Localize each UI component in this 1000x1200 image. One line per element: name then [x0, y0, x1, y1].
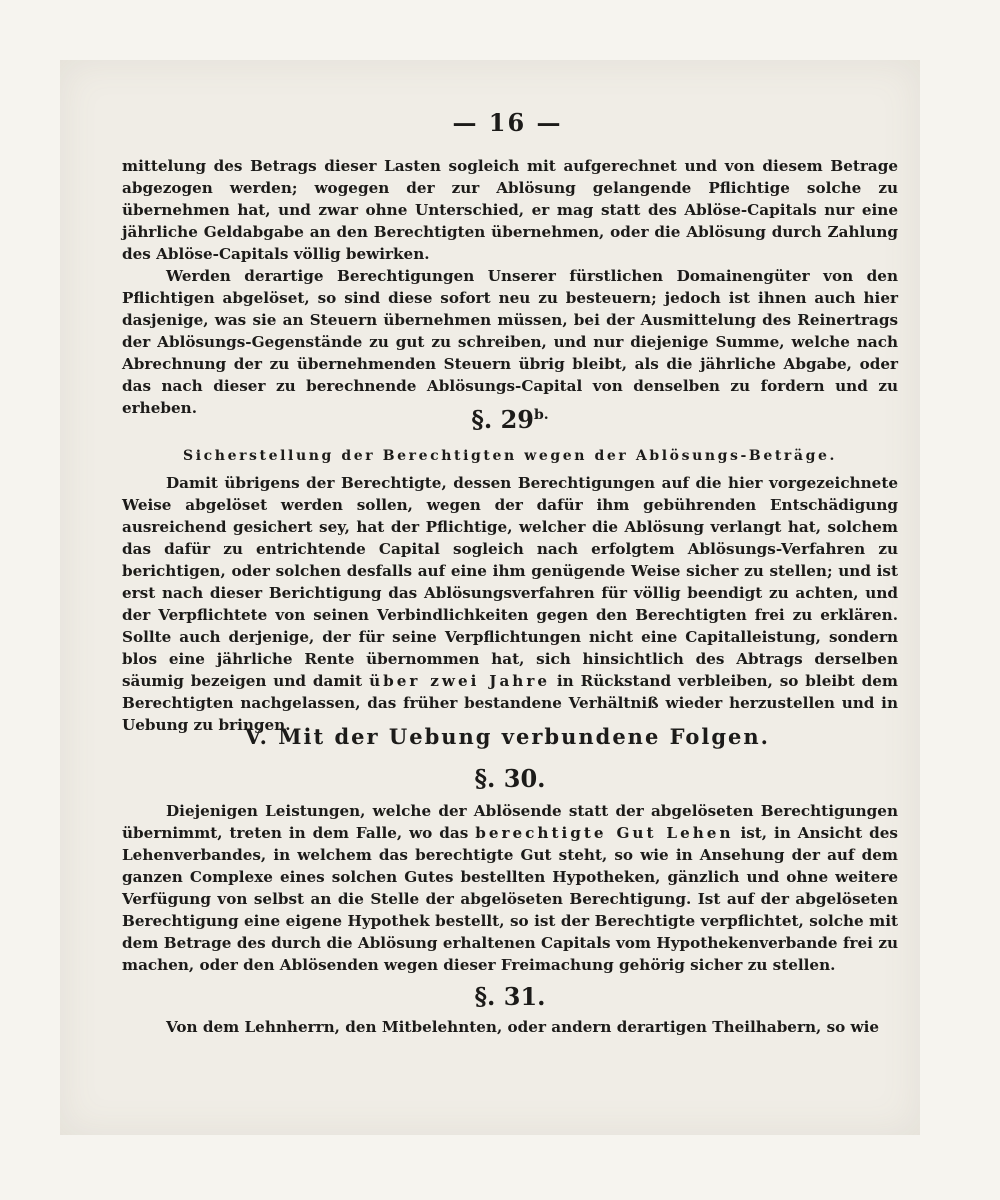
page-number: — 16 — — [452, 108, 563, 137]
spaced-text: berechtigte Gut Lehen — [475, 824, 734, 842]
section-subtitle: Sicherstellung der Berechtigten wegen der Ablösungs-Beträge. — [183, 448, 837, 464]
paragraph — [122, 800, 898, 976]
section-superscript: b. — [534, 407, 549, 423]
text-run: ist, in Ansicht des Lehenverbandes, in welchem das berechtigte Gut steht, so wie in Ansehung der auf dem ganzen Complexe eines solchen Gutes bestellten Hypotheken, gänzlich und ohne weitere Verfügung von selbst an die Stelle der abgelöseten Berechtigung. Ist auf der abgelöseten Berechtigung eine eigene Hypothek bestellt, so ist der Berechtigte verpflichtet, solche mit dem Betrage des durch die Ablösung erhaltenen Capitals vom Hypothekenverbande frei zu machen, oder den Ablösenden wegen dieser Freimachung gehörig sicher zu stellen. — [122, 824, 898, 974]
section-number: §. 29 — [471, 405, 534, 434]
spaced-text: über zwei Jahre — [369, 672, 551, 690]
text-block-30 — [122, 800, 898, 976]
paragraph: Werden derartige Berechtigungen Unserer fürstlichen Domainengüter von den Pflichtigen abgelöset, so sind diese sofort neu zu besteuern; jedoch ist ihnen auch hier dasjenige, was sie an Steuern übernehmen müssen, bei der Ausmittelung des Reinertrags der Ablösungs-Gegenstände zu gut zu schreiben, und nur diejenige Summe, welche nach Abrechnung der zu übernehmenden Steuern übrig bleibt, als die jährliche Abgabe, oder das nach dieser zu berechnende Ablösungs-Capital von denselben zu fordern und zu erheben. — [122, 267, 898, 417]
section-heading-30: §. 30. — [474, 764, 546, 793]
chapter-title: V. Mit der Uebung verbundene Folgen. — [245, 724, 770, 749]
paragraph: Von dem Lehnherrn, den Mitbelehnten, oder andern derartigen Theilhabern, so wie — [166, 1018, 880, 1036]
section-heading-31: §. 31. — [474, 982, 546, 1011]
paragraph: mittelung des Betrags dieser Lasten sogleich mit aufgerechnet und von diesem Betrage abgezogen werden; wogegen der zur Ablösung gelangende Pflichtige solche zu übernehmen hat, und zwar ohne Unterschied, er mag statt des Ablöse-Capitals nur eine jährliche Geldabgabe an den Berechtigten übernehmen, oder die Ablösung durch Zahlung des Ablöse-Capitals völlig bewirken. — [122, 157, 898, 263]
text-block-29b — [122, 472, 898, 736]
paragraph — [122, 472, 898, 736]
text-block-31 — [122, 1016, 898, 1038]
text-run: Damit übrigens der Berechtigte, dessen Berechtigungen auf die hier vorgezeichnete Weise abgelöset werden sollen, wegen der dafür ihm gebührenden Entschädigung ausreichend gesichert sey, hat der Pflichtige, welcher die Ablösung verlangt hat, solchem das dafür zu entrichtende Capital sogleich nach erfolgtem Ablösungs-Verfahren zu berichtigen, oder solchen desfalls auf eine ihm genügende Weise sicher zu stellen; und ist erst nach dieser Berichtigung das Ablösungsverfahren für völlig beendigt zu achten, und der Verpflichtete von seinen Verbindlichkeiten gegen den Berechtigten frei zu erklären. Sollte auch derjenige, der für seine Verpflichtungen nicht eine Capitalleistung, sondern blos eine jährliche Rente übernommen hat, sich hinsichtlich des Abtrags derselben säumig bezeigen und damit — [122, 474, 898, 690]
text-run: in Rückstand verbleiben, so bleibt dem Berechtigten nachgelassen, das früher bestandene Verhältniß wieder herzustellen und in Uebung zu bringen. — [122, 672, 898, 734]
text-run: Diejenigen Leistungen, welche der Ablösende statt der abgelöseten Berechtigungen übernimmt, treten in dem Falle, wo das — [122, 802, 898, 842]
section-heading-29b — [0, 405, 1000, 434]
text-block-top — [122, 155, 898, 419]
